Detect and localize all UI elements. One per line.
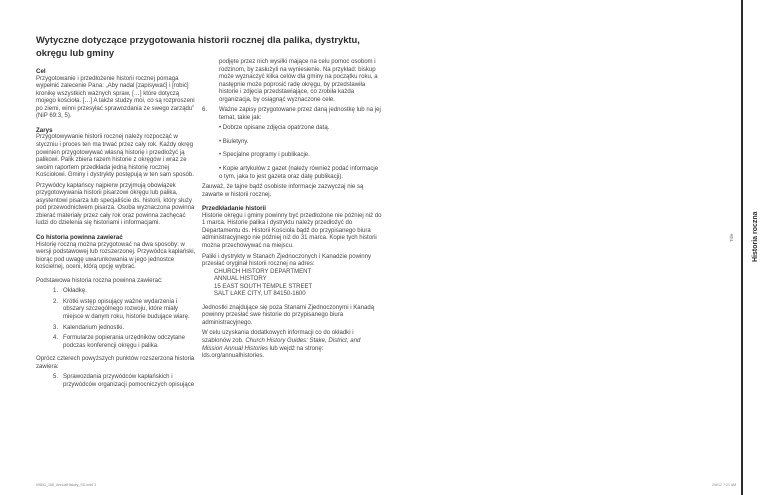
list-text: Ważne zapisy przygotowane przez daną jednostkę lub na jej temat, takie jak: [219, 107, 381, 121]
paragraph-w-celu [202, 330, 382, 360]
bullet-item: • Specjalne programy i publikacje. [219, 152, 310, 159]
list-number: 4. [53, 335, 59, 342]
paragraph-przedkladanie: Historie okręgu i gminy powinny być przedłożone nie później niż do 1 marca. Historie palika i dystryktu należy przedłożyć do Departamentu ds. Historii Kościoła bądź do przypisanego biura administracyjnego nie później niż do 31 marca. Kopie tych historii można przechowywać na miejscu. [202, 212, 382, 249]
list-number: 2. [53, 298, 59, 305]
paragraph-podstawowa: Podstawowa historia roczna powinna zawierać: [36, 277, 163, 284]
footer-file-name: 09891_166_AnnualHistory_SD.indd 3 [36, 483, 97, 487]
paragraph-continued: podjęte przez nich wysiłki mające na celu pomoc osobom i rodzinom, by zasłużyli na wyniesienie. Na przykład: biskup może wyznaczyć kilka celów dla gminy na początku roku, a następnie może poprosić radę okręgu, by przedstawiła historie i zdjęcia przedstawiające, co zrobiła każda organizacja, by osiągnąć wyznaczone cele. [219, 59, 378, 103]
list-item [36, 325, 199, 333]
section-heading-przedkladanie: Przedkładanie historii [202, 205, 266, 213]
footer-timestamp: 2/8/12 7:21 AM [712, 483, 737, 487]
paragraph-zarys: Przygotowywanie historii rocznej należy rozpocząć w styczniu i proces ten ma trwać przez cały rok. Każdy okręg powinien przygotowywać własną historię i przedłożyć ją palikowi. Palik zbiera razem historie z okręgów i wraz ze swoim raportem przedkłada jedną historię rocznej Kościołowi. Gminy i dystrykty postępują w ten sam sposób. [36, 134, 194, 179]
paragraph-zauwaz: Zauważ, że tajne bądź osobiste informacje zazwyczaj nie są zawarte w historii rocznej. [202, 184, 364, 198]
side-title: Historia roczna [752, 211, 759, 262]
list-number: 6. [202, 107, 208, 114]
publication-title: Church History Guides: Stake, District, and Mission Annual Histories [202, 338, 361, 352]
side-rule [741, 0, 743, 495]
address-line: CHURCH HISTORY DEPARTMENT [214, 268, 312, 275]
address-line: SALT LAKE CITY, UT 84150-1600 [214, 291, 306, 298]
left-column [36, 68, 199, 389]
paragraph-przywodcy: Przywódcy kapłańscy najpierw przyjmują obowiązek przygotowywania historii pisarzowi okręgu lub palika, asystentowi pisarza lub specjaliście ds. historii, który służy pod przewodnictwem pisarza. Osoba wyznaczona powinna zbierać materiały przez cały rok oraz powinna zachęcać ludzi do dzielenia się historiami i informacjami. [36, 182, 195, 227]
paragraph-cel: Przygotowanie i przedłożenie historii rocznej pomaga wypełnić zalecenie Pana: „Aby nadal [zapisywać] i [robić] kronikę wszystkich ważnych spraw, […] które dotyczą mojego kościoła. […] A także studzy moi, co są rozproszeni po ziemi, winni przesyłać sprawozdania ze swego zarządu” (NiP 69:3, 5). [36, 75, 195, 120]
list-item [36, 374, 199, 389]
text-span: W celu uzyskania dodatkowych informacji co do okładki i szablonów zob. [202, 330, 354, 344]
bullet-item: • Biuletyny. [219, 138, 249, 145]
list-number: 5. [53, 374, 59, 381]
list-text: Sprawozdania przywódców kapłańskich i przywódców organizacji pomocniczych opisujące [63, 374, 195, 388]
list-text: Kalendarium jednostki. [63, 324, 125, 331]
text-span: lub wejdź na stronę: lds.org/annualhistories. [202, 345, 324, 360]
list-text: Krótki wstęp opisujący ważne wydarzenia i obszary szczególnego rozwoju, które miały miejsce w danym roku, historie budujące wiarę. [63, 298, 190, 320]
list-item [36, 299, 199, 322]
right-column [202, 59, 382, 361]
list-text: Okładkę. [63, 288, 87, 295]
mailing-address [202, 269, 382, 299]
address-line: 15 EAST SOUTH TEMPLE STREET [214, 283, 313, 290]
section-heading-zarys: Zarys [36, 126, 53, 134]
paragraph-jednostki: Jednostki znajdujące się poza Stanami Zjednoczonymi i Kanadą powinny przesłać swe historie do przypisanego biura administracyjnego. [202, 304, 375, 326]
paragraph-rozszerzona: Oprócz czterech powyższych punktów rozszerzona historia zawiera: [36, 356, 195, 370]
list-text: Formularze popierania urzędników odczytane podczas konferencji okręgu i palika. [63, 335, 186, 349]
section-heading-cel: Cel [36, 68, 46, 75]
bullet-item: • Kopie artykułów z gazet (należy również podać informacje o tym, jaka to jest gazeta oraz datę publikacji). [219, 166, 379, 180]
list-item [202, 107, 382, 122]
bullet-item: • Dobrze opisane zdjęcia opatrzone datą. [219, 125, 330, 132]
side-label: Title [729, 233, 734, 242]
paragraph-paliki: Paliki i dystrykty w Stanach Zjednoczonych i Kanadzie powinny przesłać oryginał historii rocznej na adres: [202, 253, 372, 268]
list-number: 1. [53, 288, 59, 295]
list-number: 3. [53, 324, 59, 331]
page-title: Wytyczne dotyczące przygotowania historii rocznej dla palika, dystryktu, okręgu lub gminy [36, 34, 360, 58]
section-heading-co: Co historia powinna zawierać [36, 234, 123, 242]
list-item [36, 335, 199, 350]
list-item [36, 288, 199, 296]
paragraph-co: Historię roczną można przygotować na dwa sposoby: w wersji podstawowej lub rozszerzonej. Przywódca kapłański, biorąc pod uwagę uwarunkowania w jego jednostce kościelnej, oceni, którą opcję wybrać. [36, 241, 196, 271]
address-line: ANNUAL HISTORY [214, 276, 267, 283]
